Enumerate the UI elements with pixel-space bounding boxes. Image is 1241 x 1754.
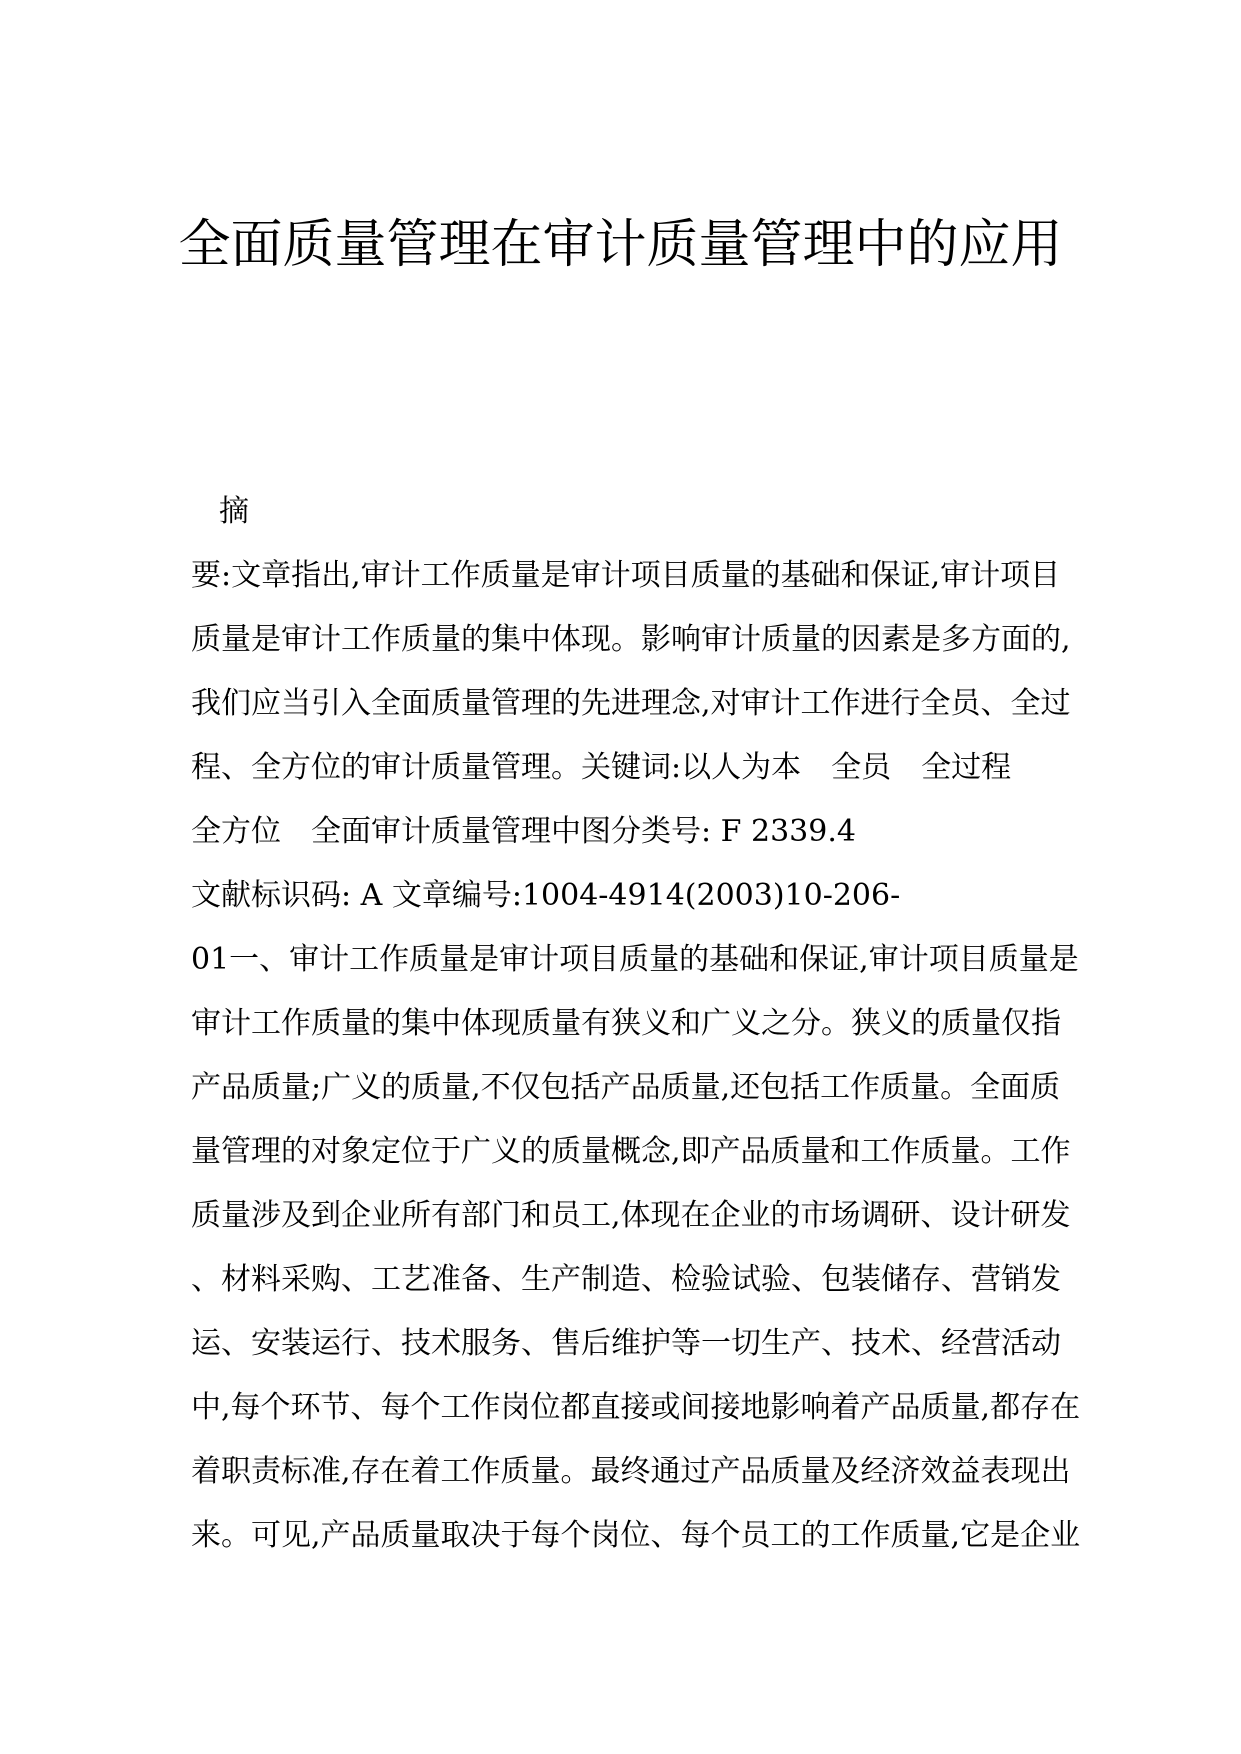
body-line: 01一、审计工作质量是审计项目质量的基础和保证,审计项目质量是	[191, 942, 1079, 977]
body-line: 产品质量;广义的质量,不仅包括产品质量,还包括工作质量。全面质	[191, 1070, 1061, 1105]
body-line: 质量是审计工作质量的集中体现。影响审计质量的因素是多方面的,	[191, 622, 1071, 657]
body-line: 运、安装运行、技术服务、售后维护等一切生产、技术、经营活动	[191, 1326, 1061, 1361]
body-line: 来。可见,产品质量取决于每个岗位、每个员工的工作质量,它是企业	[191, 1518, 1081, 1553]
body-line: 质量涉及到企业所有部门和员工,体现在企业的市场调研、设计研发	[191, 1198, 1071, 1233]
body-line: 中,每个环节、每个工作岗位都直接或间接地影响着产品质量,都存在	[191, 1390, 1081, 1425]
body-line: 着职责标准,存在着工作质量。最终通过产品质量及经济效益表现出	[191, 1454, 1071, 1489]
body-line: 我们应当引入全面质量管理的先进理念,对审计工作进行全员、全过	[191, 686, 1071, 721]
body-line: 审计工作质量的集中体现质量有狭义和广义之分。狭义的质量仅指	[191, 1006, 1061, 1041]
body-line: 、材料采购、工艺准备、生产制造、检验试验、包装储存、营销发	[191, 1262, 1061, 1297]
body-line: 程、全方位的审计质量管理。关键词:以人为本 全员 全过程	[191, 750, 1012, 785]
body-line: 要:文章指出,审计工作质量是审计项目质量的基础和保证,审计项目	[191, 558, 1061, 593]
body-line: 量管理的对象定位于广义的质量概念,即产品质量和工作质量。工作	[191, 1134, 1071, 1169]
abstract-heading-line: 摘	[219, 494, 249, 529]
document-body	[191, 480, 1081, 1568]
body-line: 文献标识码: A 文章编号:1004-4914(2003)10-206-	[191, 878, 901, 913]
document-title: 全面质量管理在审计质量管理中的应用	[178, 215, 1063, 275]
body-line: 全方位 全面审计质量管理中图分类号: F 2339.4	[191, 814, 856, 849]
